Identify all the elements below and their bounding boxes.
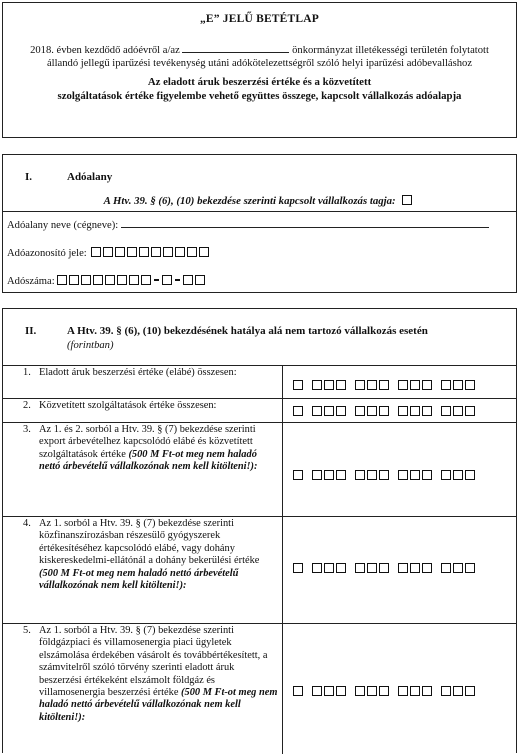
section2-heading: [3, 309, 516, 366]
amount-field[interactable]: [293, 380, 477, 390]
name-field[interactable]: [121, 217, 489, 228]
section-non-affiliated: [2, 308, 517, 753]
table-row: 5. Az 1. sorból a Htv. 39. § (7) bekezdése szerinti földgázpiaci és villamosenergia piaci ügyletek elszámolása érdekében vásárolt és továbbértékesített, a számvitelről szóló törvény szerinti eladott áruk beszerzési értékeként elszámolt földgáz és villamosenergia beszerzési értéke (500 M Ft-ot meg nem haladó nettó árbevételű vállalkozónak nem kell kitölteni!):: [3, 623, 516, 754]
intro-part1: 2018. évben kezdődő adóévről a/az: [30, 45, 180, 56]
tax-id-row: [7, 247, 211, 259]
section1-divider: [3, 211, 516, 212]
municipality-field[interactable]: [182, 43, 289, 53]
member-question: [3, 195, 516, 207]
tax-id-boxes[interactable]: [91, 248, 211, 259]
member-question-text: A Htv. 39. § (6), (10) bekezdése szerinti kapcsolt vállalkozás tagja:: [103, 195, 396, 207]
form-header: [2, 2, 517, 138]
section2-title: A Htv. 39. § (6), (10) bekezdésének hatálya alá nem tartozó vállalkozás esetén: [67, 325, 428, 337]
subtitle-line2: szolgáltatások értéke figyelembe vehető együttes összege, kapcsolt vállalkozás adóalapja: [57, 90, 462, 102]
tax-id-label: Adóazonosító jele:: [7, 248, 87, 259]
section2-number: II.: [25, 325, 37, 337]
form-intro: [17, 43, 502, 70]
table-row: 3. Az 1. és 2. sorból a Htv. 39. § (7) bekezdése szerinti export árbevételhez kapcsolódó elábé és közvetített szolgáltatások értéke (500 M Ft-ot meg nem haladó nettó árbevételű vállalkozónak nem kell kitölteni!):: [3, 422, 516, 517]
amount-field[interactable]: [293, 563, 477, 573]
tax-number-boxes[interactable]: [57, 276, 207, 287]
name-label: Adóalany neve (cégneve):: [7, 220, 119, 231]
name-row: [7, 217, 489, 231]
subtitle-line1: Az eladott áruk beszerzési értéke és a közvetített: [147, 76, 372, 89]
amount-field[interactable]: [293, 686, 477, 696]
section1-title: Adóalany: [67, 171, 113, 183]
table-row: 1. Eladott áruk beszerzési értéke (elábé) összesen:: [3, 365, 516, 399]
intro-part2: önkormányzat illetékességi területén folytatott állandó jellegű iparűzési tevékenység utáni adókötelezettségről szóló helyi iparűzési adóbevalláshoz: [46, 45, 489, 70]
section1-heading: [25, 171, 112, 183]
member-checkbox[interactable]: [402, 195, 412, 205]
section-taxpayer: [2, 154, 517, 293]
table-row: 4. Az 1. sorból a Htv. 39. § (7) bekezdése szerinti közfinanszírozásban részesülő gyógyszerek értékesítéséhez kapcsolódó elábé, vagy dohány kiskereskedelmi-ellátónál a dohány bekerülési értéke (500 M Ft-ot meg nem haladó nettó árbevételű vállalkozónak nem kell kitölteni!):: [3, 516, 516, 624]
section2-unit: (forintban): [67, 340, 114, 351]
amount-field[interactable]: [293, 406, 477, 416]
amount-field[interactable]: [293, 470, 477, 480]
tax-number-label: Adószáma:: [7, 276, 55, 287]
form-subtitle: [3, 76, 516, 103]
form-title: „E” JELŰ BETÉTLAP: [199, 13, 320, 25]
tax-number-row: [7, 275, 207, 287]
section1-number: I.: [25, 171, 33, 183]
table-row: 2. Közvetített szolgáltatások értéke összesen:: [3, 398, 516, 423]
